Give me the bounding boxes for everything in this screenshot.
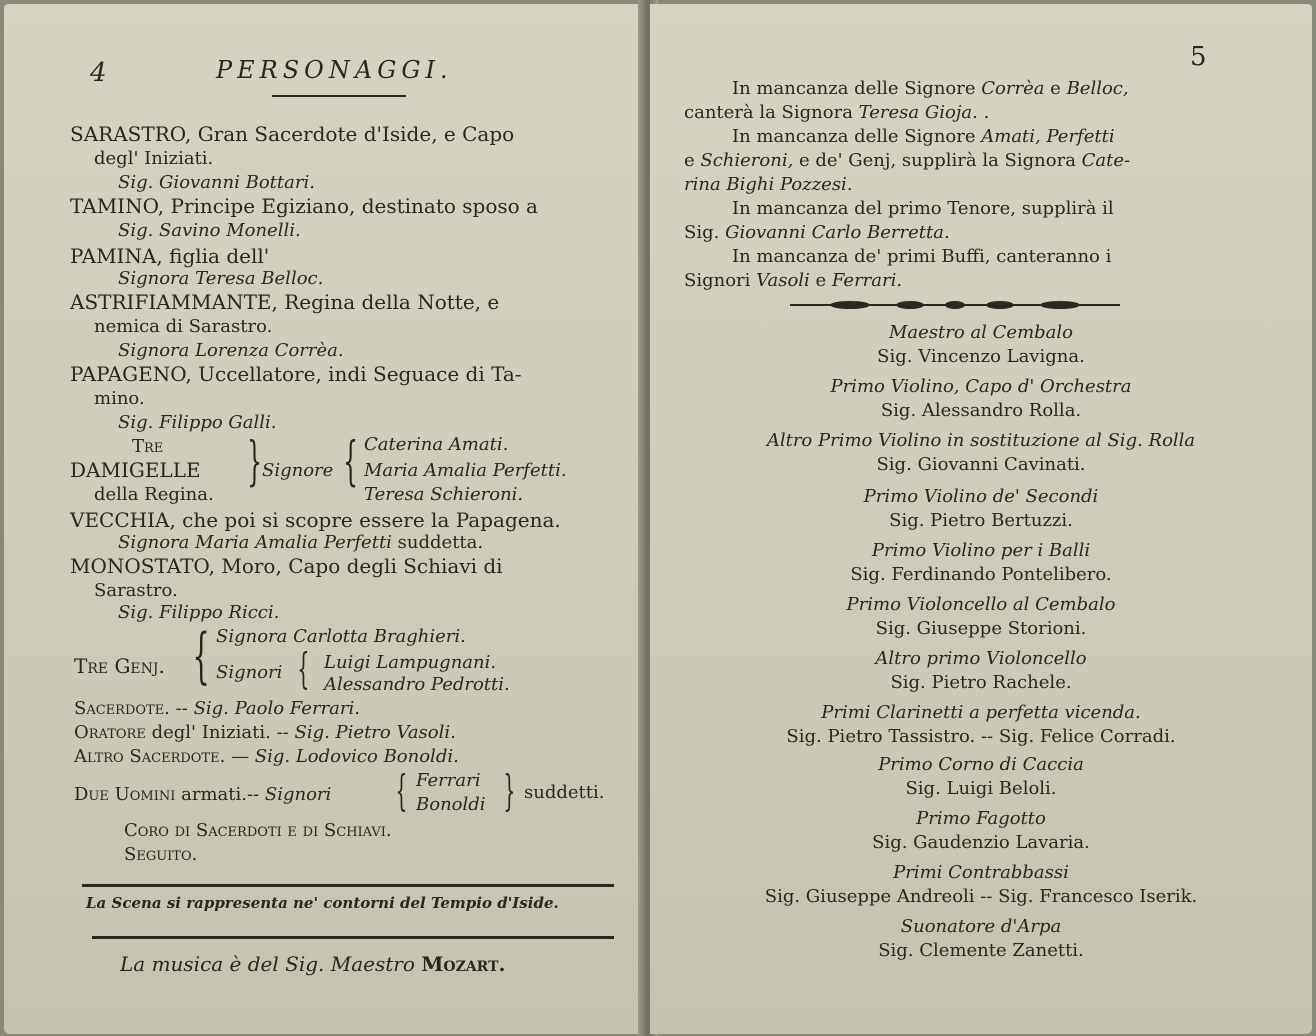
- character-desc: degl' Iniziati.: [94, 148, 214, 169]
- orchestra-title: Primo Violino, Capo d' Orchestra: [830, 376, 1132, 397]
- orchestra-title: Primo Violoncello al Cembalo: [846, 594, 1116, 615]
- orchestra-name: Sig. Pietro Bertuzzi.: [889, 510, 1073, 531]
- page-number: 4: [90, 58, 107, 88]
- genj-label: Tre Genj.: [74, 654, 165, 678]
- singer-name: Teresa Schieroni.: [364, 484, 524, 505]
- title-rule: [272, 95, 406, 97]
- character-entry: VECCHIA, che poi si scopre essere la Papagena.: [70, 508, 561, 532]
- singer-name: Signora Maria Amalia Perfetti suddetta.: [118, 532, 484, 553]
- character-entry: ASTRIFIAMMANTE, Regina della Notte, e: [70, 290, 500, 314]
- divider-rule: [92, 936, 614, 939]
- singer-name: Alessandro Pedrotti.: [324, 674, 510, 695]
- damigelle-line3: della Regina.: [94, 484, 214, 505]
- singer-name: Ferrari: [416, 770, 481, 791]
- singer-name: Signora Carlotta Braghieri.: [216, 626, 466, 647]
- substitution-note: rina Bighi Pozzesi.: [684, 174, 853, 195]
- ornament-divider: [790, 300, 1120, 310]
- orchestra-name: Sig. Pietro Tassistro. -- Sig. Felice Corradi.: [786, 726, 1176, 747]
- musica-note: La musica è del Sig. Maestro Mozart.: [120, 952, 506, 976]
- damigelle-line2: DAMIGELLE: [70, 458, 201, 482]
- brace: }: [247, 432, 262, 492]
- substitution-note: canterà la Signora Teresa Gioja. .: [684, 102, 990, 123]
- character-entry: PAMINA, figlia dell': [70, 244, 270, 268]
- page-title: PERSONAGGI.: [216, 56, 453, 84]
- substitution-note: In mancanza del primo Tenore, supplirà il: [732, 198, 1114, 219]
- oratore-entry: Oratore degl' Iniziati. -- Sig. Pietro Vasoli.: [74, 722, 456, 743]
- singer-name: Maria Amalia Perfetti.: [364, 460, 567, 481]
- orchestra-name: Sig. Luigi Beloli.: [905, 778, 1057, 799]
- character-entry: SARASTRO, Gran Sacerdote d'Iside, e Capo: [70, 122, 515, 146]
- substitution-note: Signori Vasoli e Ferrari.: [684, 270, 903, 291]
- singer-name: Caterina Amati.: [364, 434, 509, 455]
- orchestra-name: Sig. Alessandro Rolla.: [880, 400, 1082, 421]
- orchestra-name: Sig. Pietro Rachele.: [890, 672, 1072, 693]
- orchestra-title: Primi Clarinetti a perfetta vicenda.: [821, 702, 1141, 723]
- singer-name: Signora Teresa Belloc.: [118, 268, 324, 289]
- character-entry: MONOSTATO, Moro, Capo degli Schiavi di: [70, 554, 503, 578]
- singer-name: Sig. Filippo Ricci.: [118, 602, 280, 623]
- page-number: 5: [1190, 42, 1207, 72]
- orchestra-name: Sig. Giovanni Cavinati.: [876, 454, 1086, 475]
- substitution-note: e Schieroni, e de' Genj, supplirà la Signora Cate-: [684, 150, 1131, 171]
- singer-name: Sig. Savino Monelli.: [118, 220, 301, 241]
- orchestra-name: Sig. Gaudenzio Lavaria.: [872, 832, 1090, 853]
- orchestra-name: Sig. Giuseppe Andreoli -- Sig. Francesco Iserik.: [764, 886, 1198, 907]
- character-desc: Sarastro.: [94, 580, 178, 601]
- singer-name: Bonoldi: [416, 794, 486, 815]
- seguito-entry: Seguito.: [124, 844, 198, 865]
- substitution-note: In mancanza delle Signore Corrèa e Belloc,: [732, 78, 1129, 99]
- character-desc: mino.: [94, 388, 145, 409]
- brace: {: [192, 621, 210, 691]
- coro-entry: Coro di Sacerdoti e di Schiavi.: [124, 820, 392, 841]
- singer-name: Luigi Lampugnani.: [324, 652, 497, 673]
- substitution-note: Sig. Giovanni Carlo Berretta.: [684, 222, 950, 243]
- brace: }: [503, 766, 516, 815]
- sacerdote-entry: Sacerdote. -- Sig. Paolo Ferrari.: [74, 698, 360, 719]
- orchestra-name: Sig. Clemente Zanetti.: [878, 940, 1084, 961]
- orchestra-title: Maestro al Cembalo: [889, 322, 1073, 343]
- orchestra-title: Primo Violino de' Secondi: [863, 486, 1099, 507]
- orchestra-title: Primo Fagotto: [916, 808, 1046, 829]
- singer-name: Sig. Filippo Galli.: [118, 412, 277, 433]
- right-page: [650, 4, 1312, 1034]
- divider-rule: [82, 884, 614, 887]
- orchestra-title: Primo Corno di Caccia: [878, 754, 1084, 775]
- substitution-note: In mancanza delle Signore Amati, Perfetti: [732, 126, 1115, 147]
- orchestra-title: Altro Primo Violino in sostituzione al Sig. Rolla: [766, 430, 1196, 451]
- damigelle-line1: Tre: [132, 436, 164, 457]
- singer-name: Signora Lorenza Corrèa.: [118, 340, 344, 361]
- character-desc: nemica di Sarastro.: [94, 316, 273, 337]
- character-entry: TAMINO, Principe Egiziano, destinato sposo a: [70, 194, 538, 218]
- brace: {: [395, 766, 408, 815]
- damigelle-signore: Signore: [262, 460, 334, 481]
- genj-signori: Signori: [216, 662, 283, 683]
- substitution-note: In mancanza de' primi Buffi, canteranno i: [732, 246, 1112, 267]
- orchestra-name: Sig. Vincenzo Lavigna.: [877, 346, 1085, 367]
- brace: {: [297, 644, 310, 693]
- orchestra-title: Primi Contrabbassi: [893, 862, 1069, 883]
- orchestra-title: Primo Violino per i Balli: [871, 540, 1091, 561]
- orchestra-name: Sig. Giuseppe Storioni.: [875, 618, 1087, 639]
- orchestra-title: Altro primo Violoncello: [875, 648, 1087, 669]
- brace: {: [343, 432, 358, 492]
- character-entry: PAPAGENO, Uccellatore, indi Seguace di Ta-: [70, 362, 522, 386]
- uomini-after: suddetti.: [524, 782, 605, 803]
- orchestra-name: Sig. Ferdinando Pontelibero.: [850, 564, 1112, 585]
- left-page: [4, 4, 644, 1034]
- scena-note: La Scena si rappresenta ne' contorni del Tempio d'Iside.: [86, 894, 559, 912]
- orchestra-title: Suonatore d'Arpa: [900, 916, 1062, 937]
- altro-sacerdote-entry: Altro Sacerdote. — Sig. Lodovico Bonoldi.: [74, 746, 459, 767]
- uomini-entry: Due Uomini armati.-- Signori: [74, 784, 332, 805]
- singer-name: Sig. Giovanni Bottari.: [118, 172, 315, 193]
